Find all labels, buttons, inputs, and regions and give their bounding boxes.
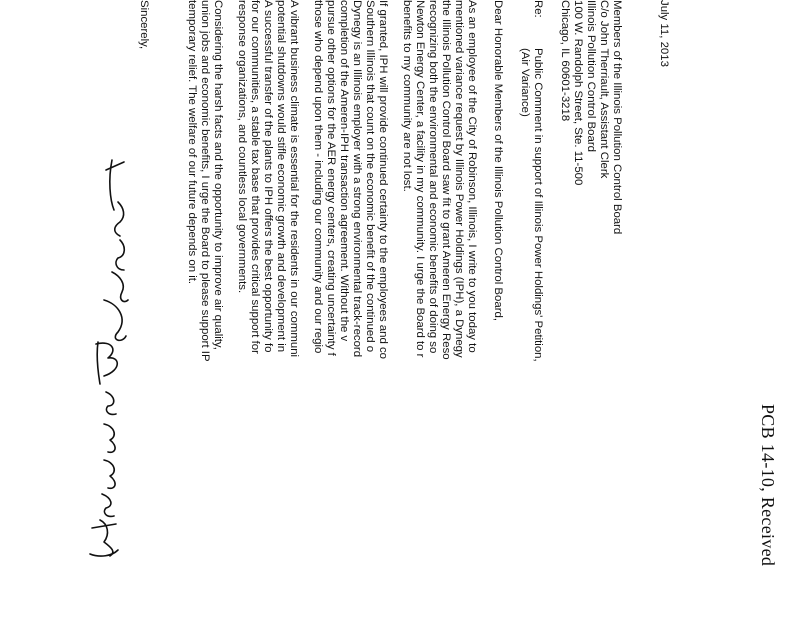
recipient-line: 100 W. Randolph Street, Ste. 11-500 [572,0,584,186]
paragraph-line: recognizing both the environmental and economic benefits of doing so [427,0,439,354]
paragraph-line: mentioned variance request by Illinois Power Holdings (IPH), a Dynegy [453,0,465,358]
paragraph-line: temporary relief. The welfare of our future depends on it. [186,0,198,285]
recipient-line: Members of the Illinois Pollution Control Board [611,0,623,235]
paragraph-line: As an employee of the City of Robinson, Illinois, I write to you today to [466,0,478,353]
paragraph-line: benefits to my community are not lost. [401,0,413,192]
paragraph-line: A successful transfer of the plants to IPH offers the best opportunity fo [262,0,274,353]
paragraph-line: completion of the Ameren-IPH transaction agreement. Without the v [338,0,350,342]
paragraph-line: potential shutdowns would stifle economic growth and development in [275,0,287,353]
paragraph-line: response organizations, and countless local governments. [236,0,248,294]
letter-date: July 11, 2013 [658,0,670,67]
re-subject: Public Comment in support of Illinois Power Holdings' Petition, [532,48,544,362]
recipient-line: Illinois Pollution Control Board [585,0,597,152]
paragraph-line: those who depend upon them - including our community and our regio [312,0,324,354]
docket-header: PCB 14-10, Received [758,404,778,567]
paragraph-line: Southern Illinois that count on the economic benefit of the continued o [364,0,376,353]
re-subject-cont: (Air Variance) [519,48,531,117]
paragraph-line: the Illinois Pollution Control Board saw fit to grant Ameren Energy Reso [440,0,452,360]
salutation: Dear Honorable Members of the Illinois Pollution Control Board, [492,0,504,321]
paragraph-line: Newton Energy Center, a facility in my community. I urge the Board to r [414,0,426,358]
paragraph-line: pursue other options for the AER energy centers, creating uncertainty f [325,0,337,356]
paragraph-line: Considering the harsh facts and the opportunity to improve air quality, [212,0,224,350]
paragraph-line: If granted, IPH will provide continued certainty to the employees and co [377,0,389,360]
paragraph-line: for our communities, a stable tax base that provides critical support for [249,0,261,354]
re-label: Re: [532,0,544,18]
recipient-line: Chicago, IL 60601-3218 [559,0,571,122]
recipient-line: C/o John Therriault, Assistant Clerk [598,0,610,179]
paragraph-line: A vibrant business climate is essential for the residents in our communi [288,0,300,358]
paragraph-line: Dynegy is an Illinois employer with a strong environmental track-record [351,0,363,358]
paragraph-line: union jobs and economic benefits, I urge the Board to please support IP [199,0,211,362]
closing: Sincerely, [138,0,150,50]
